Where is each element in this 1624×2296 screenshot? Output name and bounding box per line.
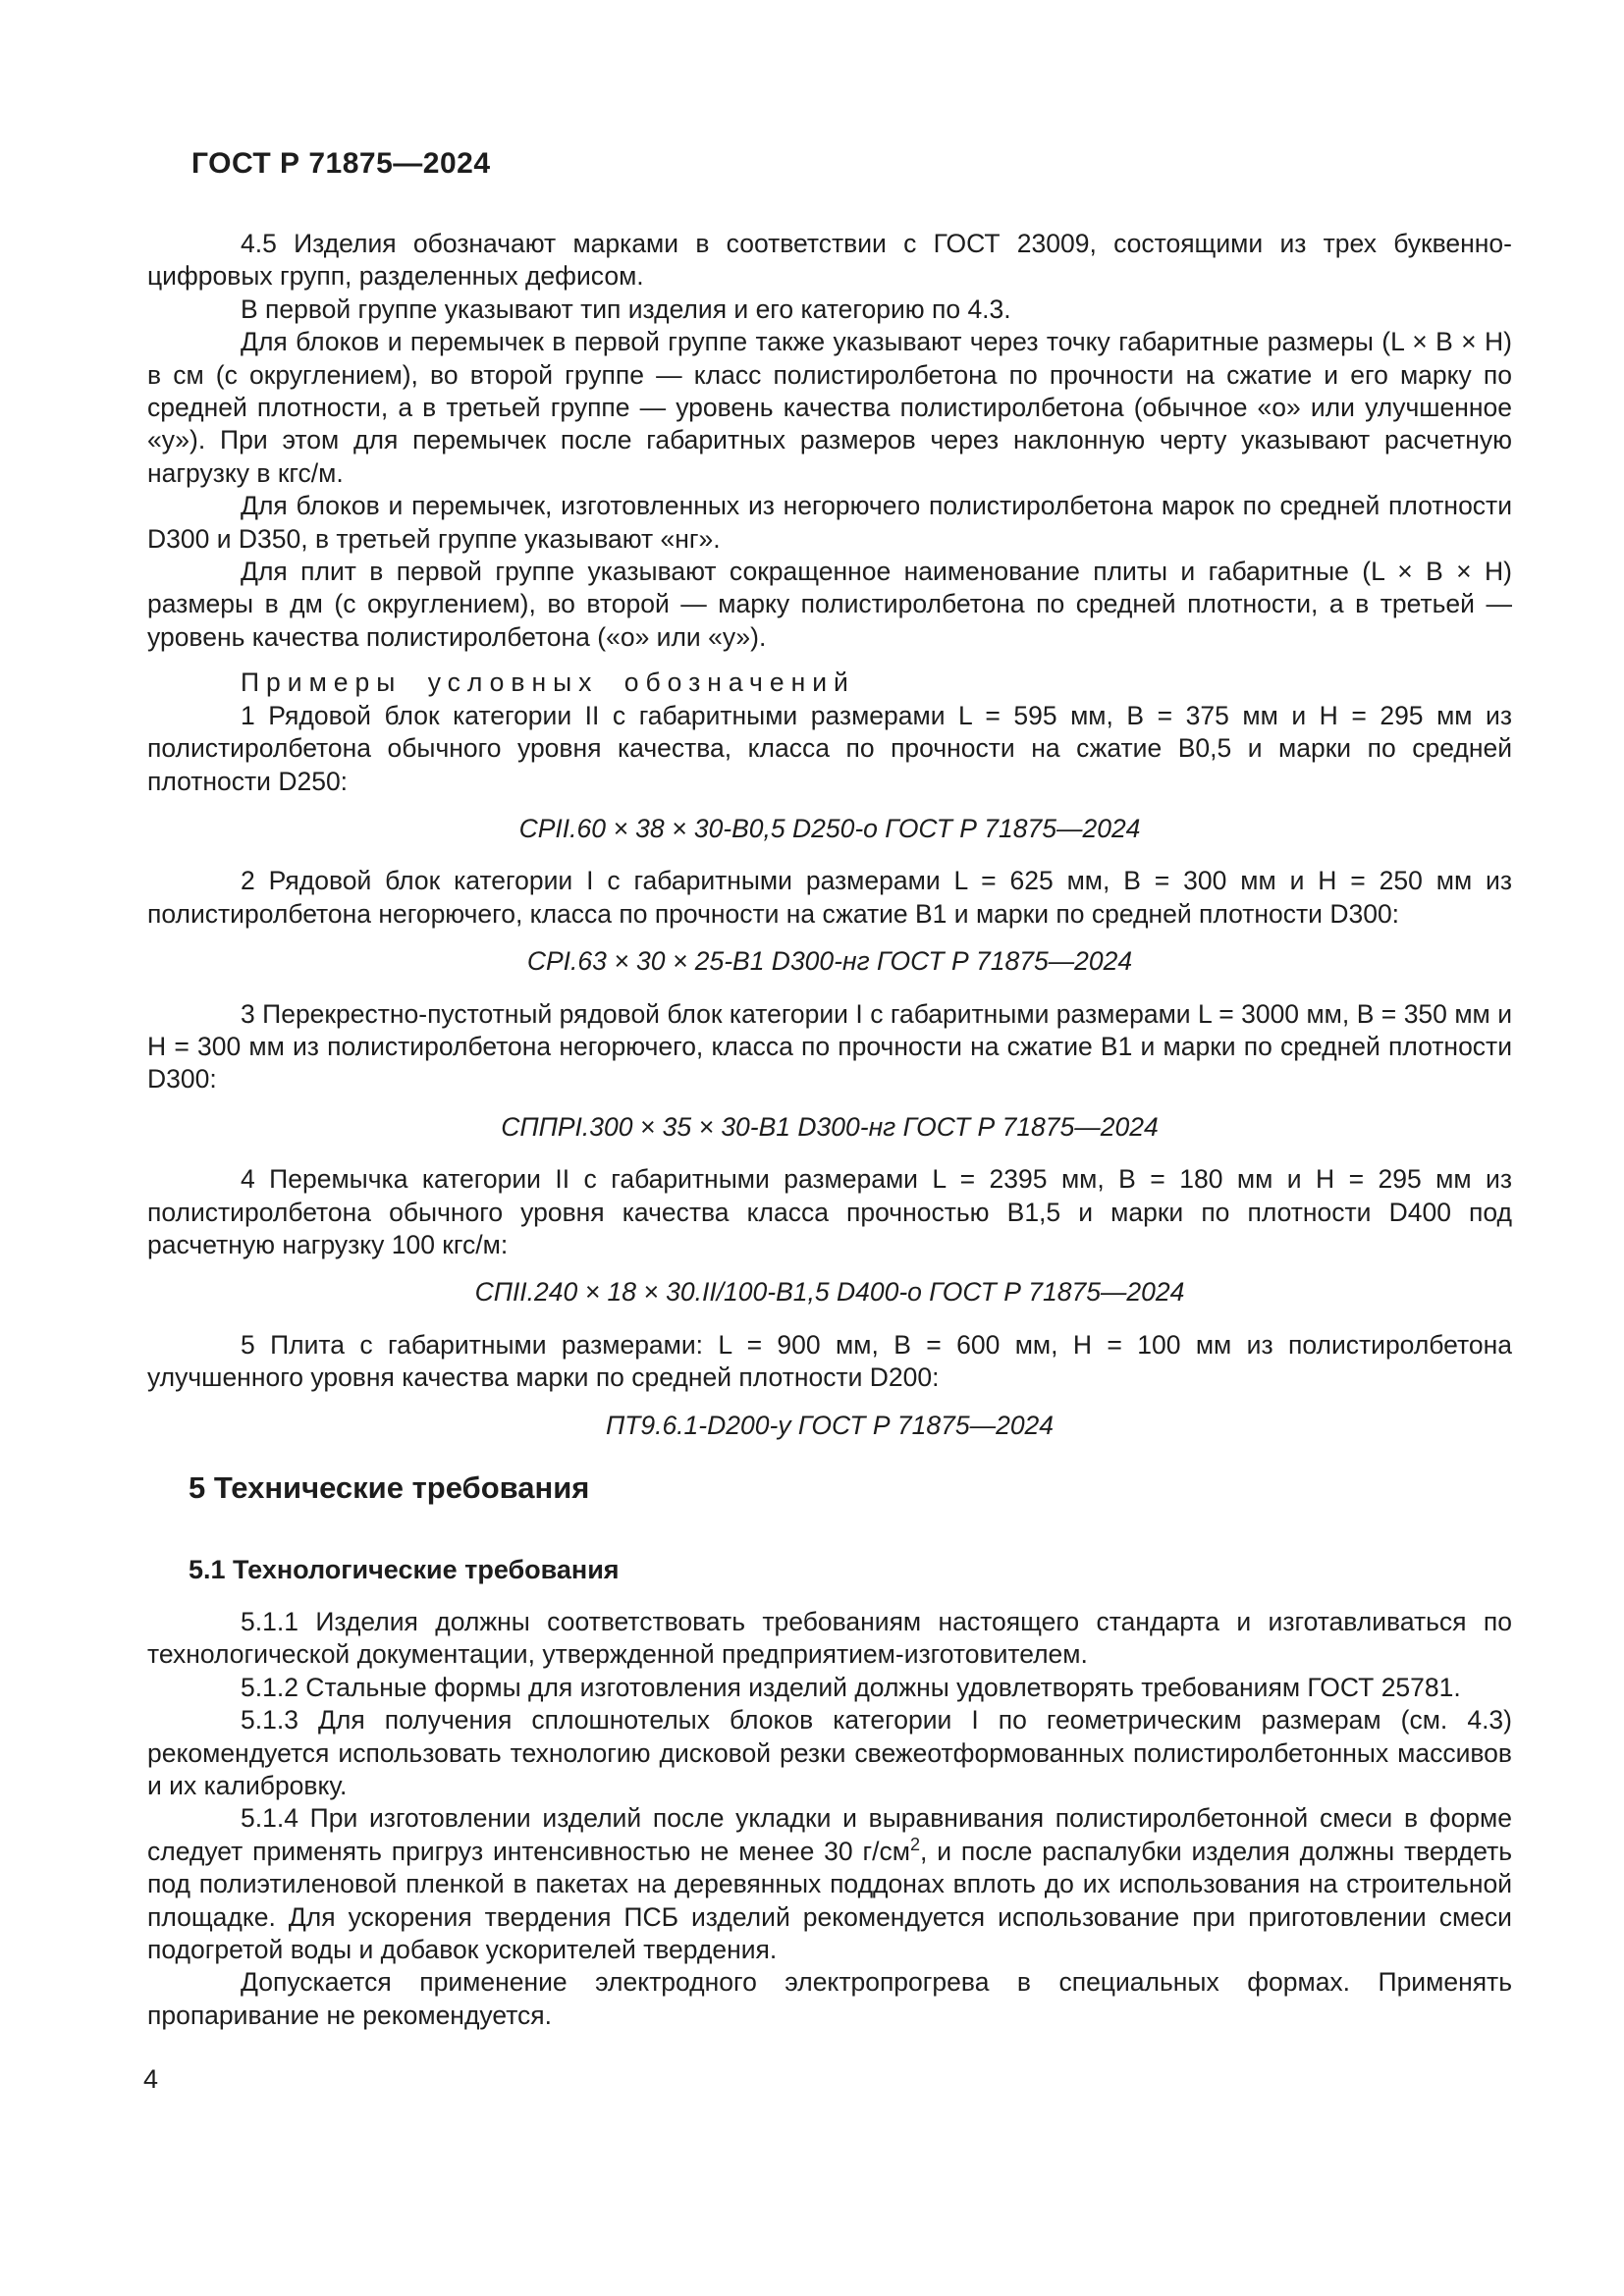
paragraph-5-1-3: 5.1.3 Для получения сплошнотелых блоков категории I по геометрическим размерам (см. 4.3) рекомендуется использовать технологию дисковой резки свежеотформованных полистиролбетонных массивов и их калибровку.: [147, 1705, 1512, 1801]
example-item-5: 5 Плита с габаритными размерами: L = 900 мм, В = 600 мм, Н = 100 мм из полистиролбетона улучшенного уровня качества марки по средней плотности D200:: [147, 1329, 1512, 1393]
paragraph-noncombustible: Для блоков и перемычек, изготовленных из негорючего полистиролбетона марок по средней плотности D300 и D350, в третьей группе указывают «нг».: [147, 491, 1512, 554]
paragraph-5-1-4: [147, 1802, 1512, 1966]
paragraph-5-1-2: 5.1.2 Стальные формы для изготовления изделий должны удовлетворять требованиям ГОСТ 25781.: [241, 1672, 1461, 1702]
example-designation-1: СРII.60 × 38 × 30-В0,5 D250-о ГОСТ Р 71875—2024: [518, 813, 1141, 843]
page-content: [147, 228, 1512, 2032]
examples-heading: Примеры условных обозначений: [241, 667, 855, 698]
example-designation-2: СРI.63 × 30 × 25-В1 D300-нг ГОСТ Р 71875—2024: [526, 946, 1133, 977]
paragraph-5-1-1: 5.1.1 Изделия должны соответствовать требованиям настоящего стандарта и изготавливаться по технологической документации, утвержденной предприятием-изготовителем.: [147, 1607, 1512, 1670]
paragraph-4-5: 4.5 Изделия обозначают марками в соответствии с ГОСТ 23009, состоящими из трех буквенно-цифровых групп, разделенных дефисом.: [147, 229, 1512, 292]
subsection-5-1-heading: 5.1 Технологические требования: [189, 1555, 620, 1584]
example-item-4: 4 Перемычка категории II с габаритными размерами L = 2395 мм, В = 180 мм и Н = 295 мм из полистиролбетона обычного уровня качества класса прочностью В1,5 и марки по плотности D400 под расчетную нагрузку 100 кгс/м:: [147, 1164, 1512, 1259]
example-designation-4: СПII.240 × 18 × 30.II/100-В1,5 D400-о ГОСТ Р 71875—2024: [474, 1277, 1185, 1308]
example-item-3: 3 Перекрестно-пустотный рядовой блок категории I с габаритными размерами L = 3000 мм, В = 350 мм и Н = 300 мм из полистиролбетона негорючего, класса по прочности на сжатие В1 и марки по средней плотности D300:: [147, 998, 1512, 1095]
paragraph-electro-heating: Допускается применение электродного электропрогрева в специальных формах. Применять пропаривание не рекомендуется.: [147, 1967, 1512, 2030]
example-item-1: 1 Рядовой блок категории II с габаритными размерами L = 595 мм, В = 375 мм и Н = 295 мм из полистиролбетона обычного уровня качества, класса по прочности на сжатие В0,5 и марки по средней плотности D250:: [147, 700, 1512, 796]
paragraph-slabs: Для плит в первой группе указывают сокращенное наименование плиты и габаритные (L × B × H) размеры в дм (с округлением), во второй — марку полистиролбетона по средней плотности, а в третьей — уровень качества полистиролбетона («о» или «у»).: [147, 557, 1512, 652]
paragraph-first-group: В первой группе указывают тип изделия и его категорию по 4.3.: [241, 294, 1011, 324]
section-5-heading: 5 Технические требования: [189, 1470, 590, 1505]
running-header: ГОСТ Р 71875—2024: [191, 147, 491, 180]
example-designation-5: ПТ9.6.1-D200-у ГОСТ Р 71875—2024: [605, 1410, 1055, 1440]
page-number: 4: [143, 2064, 159, 2094]
paragraph-blocks-lintels: Для блоков и перемычек в первой группе также указывают через точку габаритные размеры (L × B × H) в см (с округлением), во второй группе — класс полистиролбетона по прочности на сжатие и его марку по средней плотности, а в третьей группе — уровень качества полистиролбетона (обычное «о» или улучшенное «у»). При этом для перемычек после габаритных размеров через наклонную черту указывают расчетную нагрузку в кгс/м.: [147, 327, 1512, 488]
superscript-2: 2: [909, 1835, 921, 1855]
example-item-2: 2 Рядовой блок категории I с габаритными размерами L = 625 мм, В = 300 мм и Н = 250 мм из полистиролбетона негорючего, класса по прочности на сжатие В1 и марки по средней плотности D300:: [147, 866, 1512, 929]
paragraph-5-1-4-text: 5.1.4 При изготовлении изделий после укладки и выравнивания полистиролбетонной смеси в форме следует применять пригруз интенсивностью не менее 30 г/см: [147, 1803, 1512, 1866]
paragraph-5-1-4-text-cont: , и после распалубки изделия должны твердеть под полиэтиленовой пленкой в пакетах на деревянных поддонах вплоть до их использования на строительной площадке. Для ускорения твердения ПСБ изделий рекомендуется использование при приготовлении смеси подогретой воды и добавок ускорителей твердения.: [147, 1836, 1513, 1965]
example-designation-3: СППРI.300 × 35 × 30-В1 D300-нг ГОСТ Р 71875—2024: [501, 1111, 1159, 1142]
